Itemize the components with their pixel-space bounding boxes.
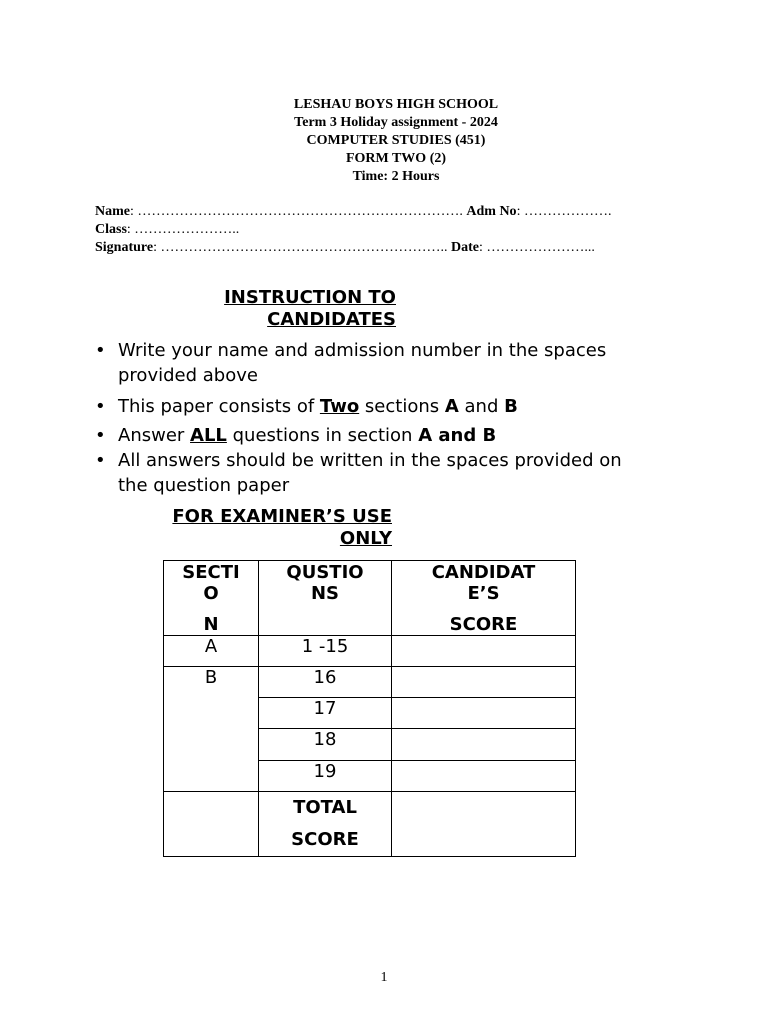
- header-questions: [259, 561, 392, 636]
- signature-label: Signature: [95, 240, 154, 255]
- score-cell[interactable]: [392, 729, 576, 761]
- text-part: and: [458, 396, 505, 417]
- emphasis-a-and-b: A and B: [418, 425, 497, 446]
- candidate-fields: [95, 203, 611, 257]
- instructions-heading: INSTRUCTION TO CANDIDATES: [224, 287, 396, 330]
- header-text: QUSTIO: [286, 562, 364, 583]
- header-score: [392, 561, 576, 636]
- emphasis-all: ALL: [190, 425, 227, 446]
- class-line: [95, 221, 611, 239]
- score-cell[interactable]: [392, 667, 576, 698]
- header-text: N: [203, 614, 219, 635]
- total-text: TOTAL: [293, 797, 357, 818]
- adm-field[interactable]: : ……………….: [516, 204, 612, 219]
- signature-line: [95, 239, 611, 257]
- examiner-heading: FOR EXAMINER’S USE ONLY: [172, 506, 392, 549]
- questions-cell: 16: [259, 667, 392, 698]
- class-label: Class: [95, 222, 127, 237]
- adm-label: Adm No: [466, 204, 517, 219]
- instruction-text: [118, 423, 688, 448]
- table-row: [164, 636, 576, 667]
- header-text: NS: [310, 583, 340, 604]
- table-header-row: [164, 561, 576, 636]
- name-label: Name: [95, 204, 130, 219]
- questions-cell: 18: [259, 729, 392, 761]
- score-cell[interactable]: [392, 761, 576, 792]
- text-part: sections: [359, 396, 445, 417]
- name-line: [95, 203, 611, 221]
- date-label: Date: [450, 240, 479, 255]
- total-text: SCORE: [291, 829, 359, 850]
- date-field[interactable]: : …………………...: [478, 240, 595, 255]
- header-section: [164, 561, 259, 636]
- total-section-cell: [164, 792, 259, 857]
- instruction-text: All answers should be written in the spaces provided on the question paper: [118, 450, 622, 496]
- bullet-icon: •: [95, 396, 106, 417]
- score-cell[interactable]: [392, 636, 576, 667]
- emphasis-a: A: [444, 396, 459, 417]
- questions-cell: 19: [259, 761, 392, 792]
- bullet-icon: •: [95, 425, 106, 446]
- form-title: FORM TWO (2): [345, 151, 447, 166]
- emphasis-b: B: [504, 396, 518, 417]
- instruction-text: [118, 394, 688, 419]
- text-part: Answer: [118, 425, 191, 446]
- total-label-cell: [259, 792, 392, 857]
- header-text: SECTI: [182, 562, 240, 583]
- section-cell: B: [164, 667, 259, 792]
- header-text: CANDIDAT: [431, 562, 536, 583]
- section-cell: A: [164, 636, 259, 667]
- instruction-text: Write your name and admission number in the spaces provided above: [118, 340, 607, 386]
- total-score-cell[interactable]: [392, 792, 576, 857]
- emphasis-two: Two: [319, 396, 360, 417]
- class-field[interactable]: : …………………..: [126, 222, 240, 237]
- document-header: [0, 96, 768, 186]
- assignment-title: Term 3 Holiday assignment - 2024: [294, 115, 498, 130]
- text-part: This paper consists of: [118, 396, 320, 417]
- bullet-icon: •: [95, 450, 106, 471]
- time-allowed: Time: 2 Hours: [352, 169, 440, 184]
- score-cell[interactable]: [392, 698, 576, 729]
- subject-title: COMPUTER STUDIES (451): [306, 133, 486, 148]
- header-text: SCORE: [449, 614, 518, 635]
- total-row: [164, 792, 576, 857]
- questions-cell: 1 -15: [259, 636, 392, 667]
- bullet-icon: •: [95, 340, 106, 361]
- text-part: questions in section: [226, 425, 419, 446]
- signature-field[interactable]: : ……………………………………………………..: [153, 240, 451, 255]
- examiner-score-table: [163, 560, 576, 857]
- header-text: E’S: [467, 583, 500, 604]
- questions-cell: 17: [259, 698, 392, 729]
- name-field[interactable]: : …………………………………………………………….: [130, 204, 467, 219]
- header-text: O: [203, 583, 219, 604]
- table-row: [164, 667, 576, 698]
- page-number: 1: [380, 970, 388, 985]
- school-name: LESHAU BOYS HIGH SCHOOL: [293, 97, 499, 112]
